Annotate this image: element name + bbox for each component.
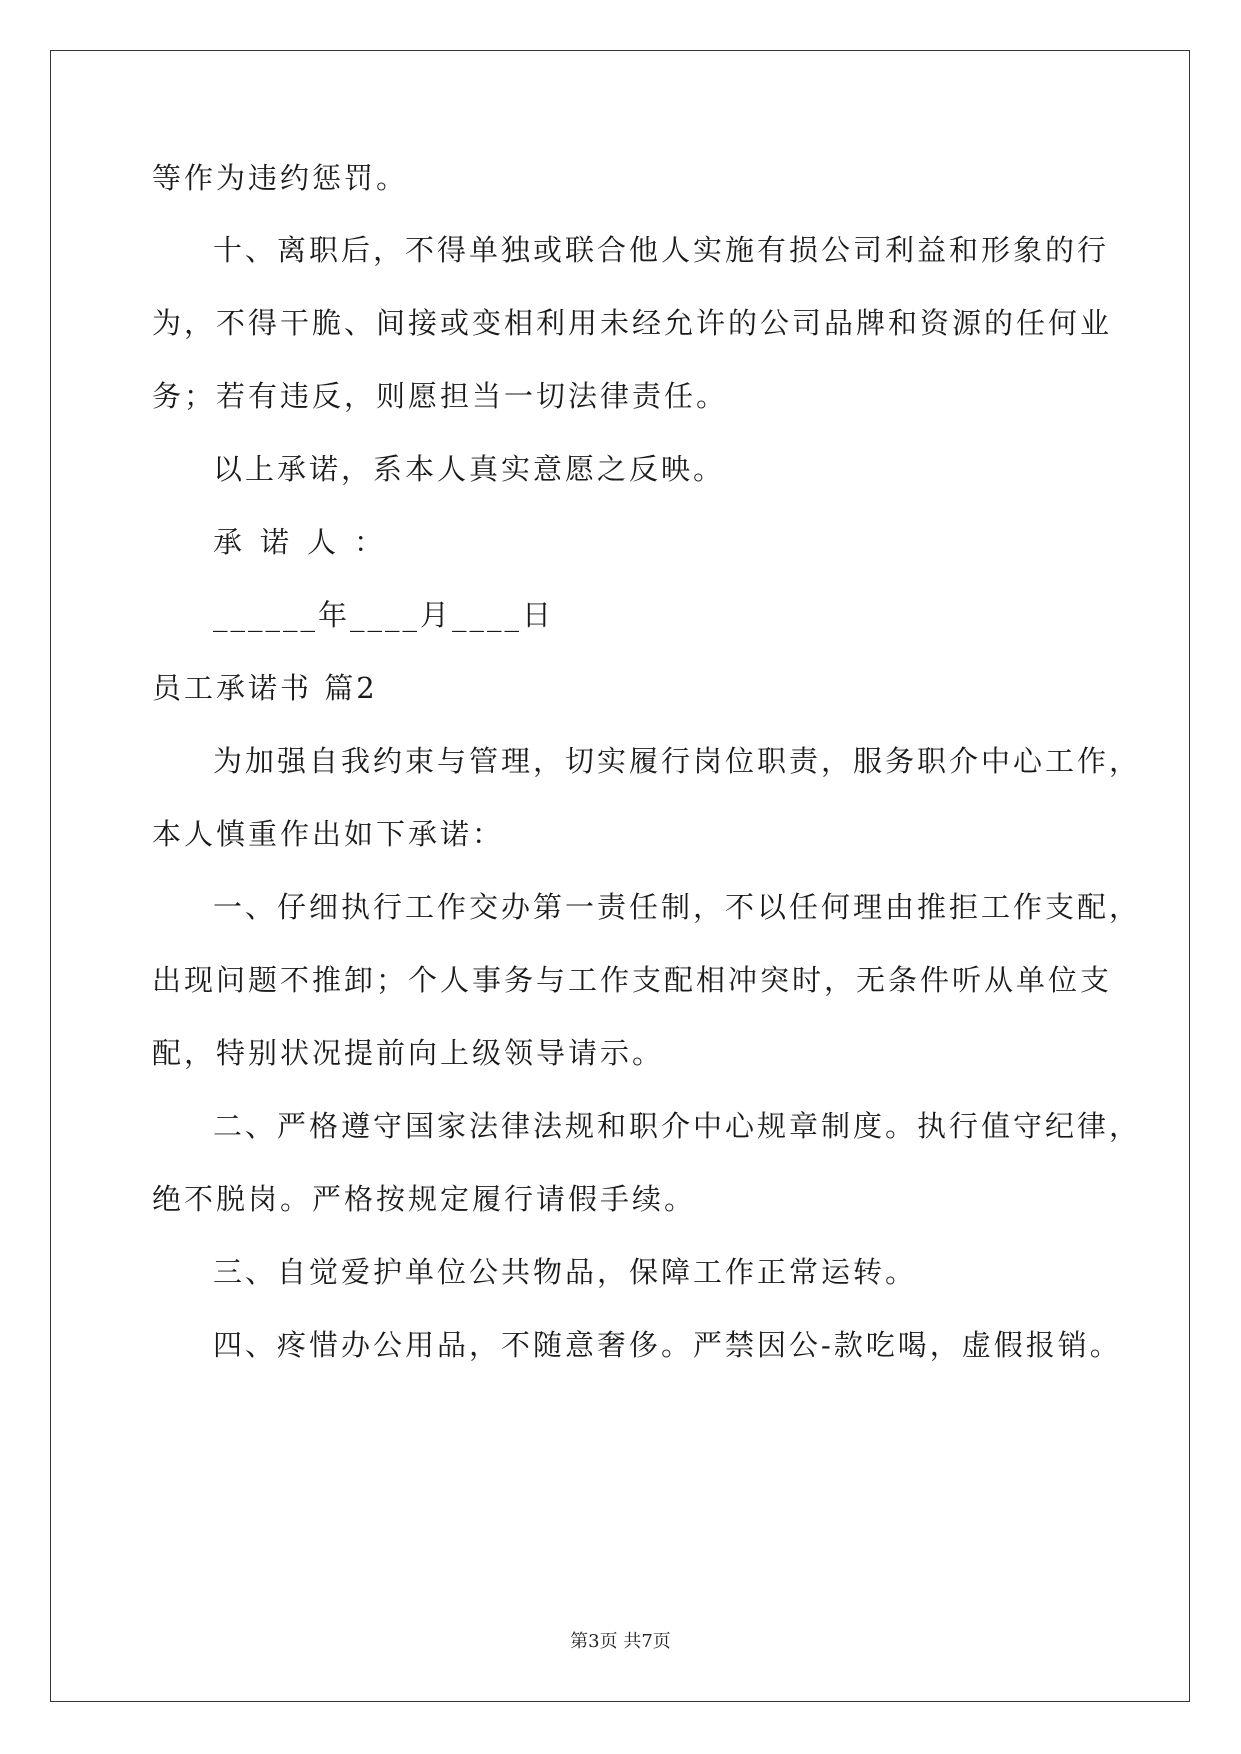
date-line: ______年____月____日	[213, 598, 555, 632]
text-line: 以上承诺，系本人真实意愿之反映。	[213, 452, 726, 486]
text-line: 本人慎重作出如下承诺：	[152, 817, 505, 851]
text-line: 等作为违约惩罚。	[152, 161, 409, 195]
text-line: 为，不得干脆、间接或变相利用未经允许的公司品牌和资源的任何业	[152, 306, 1113, 340]
page-number: 第3页 共7页	[570, 1631, 671, 1652]
text-line: 绝不脱岗。严格按规定履行请假手续。	[152, 1182, 697, 1216]
text-line: 务；若有违反，则愿担当一切法律责任。	[152, 379, 729, 413]
section-heading: 员工承诺书 篇2	[152, 671, 378, 705]
text-line: 三、自觉爱护单位公共物品，保障工作正常运转。	[213, 1255, 918, 1289]
text-line: 一、仔细执行工作交办第一责任制，不以任何理由推拒工作支配，	[213, 890, 1142, 924]
page-border	[50, 50, 1190, 1702]
text-line: 出现问题不推卸；个人事务与工作支配相冲突时，无条件听从单位支	[152, 963, 1113, 997]
text-line: 配，特别状况提前向上级领导请示。	[152, 1036, 665, 1070]
signer-label: 承诺人：	[213, 525, 402, 559]
text-line: 为加强自我约束与管理，切实履行岗位职责，服务职介中心工作，	[213, 744, 1142, 778]
text-line: 四、疼惜办公用品，不随意奢侈。严禁因公-款吃喝，虚假报销。	[213, 1328, 1122, 1362]
text-line: 二、严格遵守国家法律法规和职介中心规章制度。执行值守纪律，	[213, 1109, 1142, 1143]
text-line: 十、离职后，不得单独或联合他人实施有损公司利益和形象的行	[213, 233, 1110, 267]
